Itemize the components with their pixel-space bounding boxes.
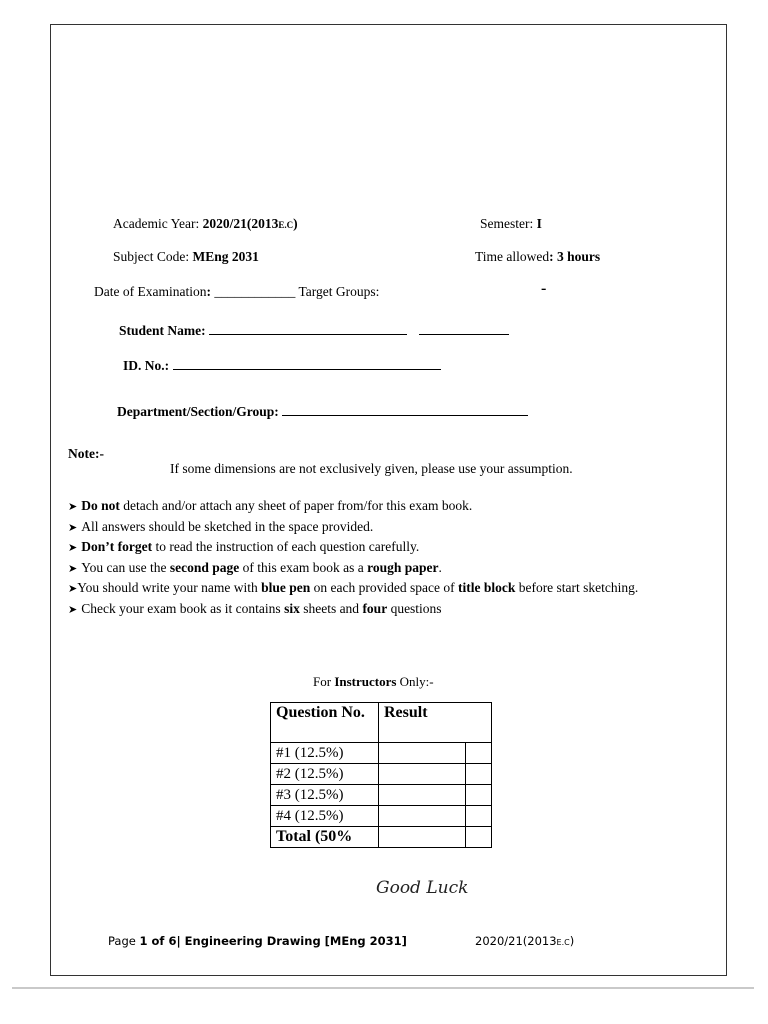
arrow-bullet-icon: ➤ (68, 520, 78, 534)
question-cell: #1 (12.5%) (271, 743, 379, 764)
column-header-question: Question No. (271, 703, 379, 743)
column-header-result: Result (379, 703, 492, 743)
time-allowed: Time allowed: 3 hours (475, 249, 601, 264)
note-title: Note:- (68, 446, 104, 461)
target-groups-value: - (541, 280, 547, 297)
result-cell[interactable] (379, 743, 492, 764)
department-line[interactable] (282, 403, 528, 416)
arrow-bullet-icon: ➤ (68, 602, 78, 616)
good-luck-text: Good Luck (376, 878, 469, 898)
table-row (271, 806, 492, 827)
note-assumption: If some dimensions are not exclusively given, please use your assumption. (170, 461, 573, 476)
subject-code: Subject Code: MEng 2031 (113, 249, 259, 264)
table-row (271, 785, 492, 806)
arrow-bullet-icon: ➤ (68, 582, 78, 596)
id-number-line[interactable] (173, 357, 441, 370)
student-name-line[interactable] (209, 322, 407, 335)
table-total-row (271, 827, 492, 848)
instruction-item: ➤ Do not detach and/or attach any sheet of paper from/for this exam book. (68, 498, 473, 513)
instruction-item: ➤You should write your name with blue pen on each provided space of title block before start sketching. (68, 580, 639, 596)
semester: Semester: I (480, 216, 542, 231)
instruction-list (68, 496, 638, 620)
arrow-bullet-icon: ➤ (68, 500, 78, 513)
result-cell[interactable] (379, 806, 492, 827)
total-cell: Total (50% (271, 827, 379, 848)
footer-page-info: Page 1 of 6| Engineering Drawing [MEng 2031] (108, 934, 407, 948)
instructors-only-label: For Instructors Only:- (313, 674, 434, 689)
question-cell: #4 (12.5%) (271, 806, 379, 827)
results-table (270, 702, 492, 848)
department-field[interactable]: Department/Section/Group: (117, 403, 528, 420)
instruction-item: ➤ You can use the second page of this exam book as a rough paper. (68, 559, 442, 575)
page-bottom-divider (12, 987, 754, 989)
table-header-row (271, 703, 492, 743)
question-cell: #3 (12.5%) (271, 785, 379, 806)
student-name-field[interactable]: Student Name: (119, 322, 509, 339)
instruction-item: ➤ Check your exam book as it contains six sheets and four questions (68, 600, 442, 616)
instruction-item: ➤ Don’t forget to read the instruction of each question carefully. (68, 539, 420, 555)
table-row (271, 743, 492, 764)
student-name-line-ext[interactable] (419, 322, 509, 335)
id-number-field[interactable]: ID. No.: (123, 357, 441, 374)
table-row (271, 764, 492, 785)
date-of-examination: Date of Examination: ____________ Target Groups: (94, 284, 380, 299)
result-cell[interactable] (379, 785, 492, 806)
arrow-bullet-icon: ➤ (68, 541, 78, 555)
instruction-item: ➤ All answers should be sketched in the space provided. (68, 518, 374, 534)
arrow-bullet-icon: ➤ (68, 561, 78, 575)
footer-year: 2020/21(2013E.C) (475, 934, 575, 948)
total-result-cell[interactable] (379, 827, 492, 848)
academic-year: Academic Year: 2020/21(2013E.C) (113, 216, 298, 231)
result-cell[interactable] (379, 764, 492, 785)
question-cell: #2 (12.5%) (271, 764, 379, 785)
